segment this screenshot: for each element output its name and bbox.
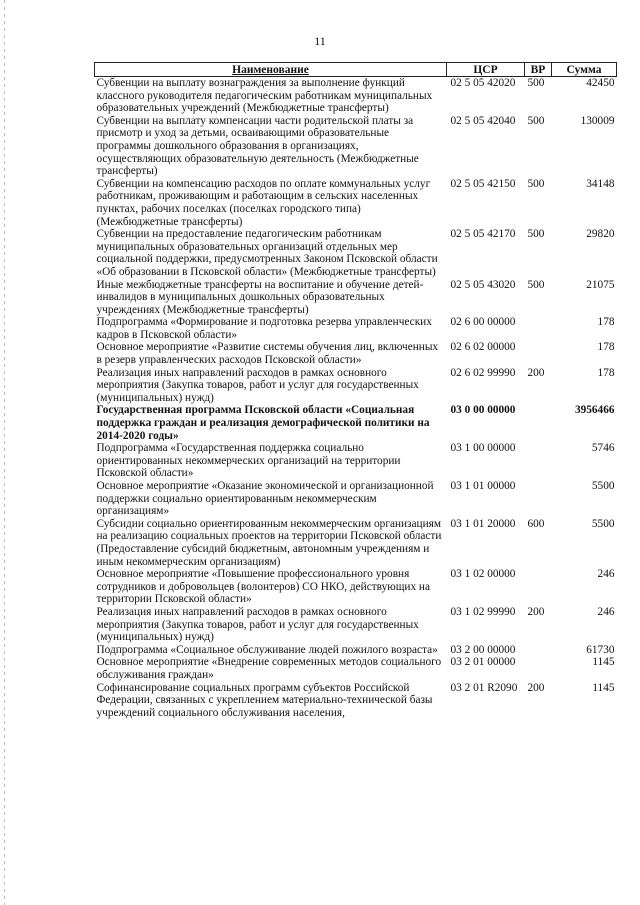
row-vr	[525, 656, 552, 681]
row-vr	[525, 568, 552, 606]
row-name: Субвенции на выплату вознаграждения за выполнение функций классного руководителя педагогическим работникам муниципальных образовательных учреждений (Межбюджетные трансферты)	[96, 77, 433, 115]
header-csr: ЦСР	[447, 63, 525, 77]
row-csr: 03 0 00 00000	[450, 404, 516, 417]
row-csr: 03 1 02 99990	[450, 605, 516, 618]
row-sum: 5500	[591, 517, 615, 530]
row-sum: 1145	[592, 656, 615, 669]
row-sum: 1145	[592, 681, 615, 694]
table-row	[95, 367, 617, 405]
header-sum: Сумма	[552, 63, 617, 77]
row-name: Иные межбюджетные трансферты на воспитание и обучение детей-инвалидов в муниципальных дошкольных образовательных учреждениях (Межбюджетные трансферты)	[96, 278, 424, 316]
table-row	[95, 77, 617, 115]
table-row	[95, 644, 617, 657]
table-row	[95, 682, 617, 720]
table-row	[95, 115, 617, 178]
row-csr: 03 2 00 00000	[450, 643, 516, 656]
row-vr: 500	[527, 114, 545, 127]
row-sum: 246	[597, 605, 615, 618]
table-row	[95, 228, 617, 278]
row-vr	[525, 480, 552, 518]
row-name: Подпрограмма «Формирование и подготовка резерва управленческих кадров в Псковской области»	[96, 316, 432, 341]
row-name: Реализация иных направлений расходов в рамках основного мероприятия (Закупка товаров, работ и услуг для государственных (муниципальных) нужд)	[96, 605, 419, 644]
header-vr: ВР	[525, 63, 552, 77]
row-sum: 246	[597, 568, 615, 581]
table-row	[95, 606, 617, 644]
row-sum: 178	[597, 341, 615, 354]
page-number: 11	[314, 34, 326, 48]
row-vr: 500	[527, 228, 545, 241]
table-row	[95, 518, 617, 568]
row-name: Подпрограмма «Государственная поддержка социально ориентированных некоммерческих организаций на территории Псковской области»	[96, 442, 401, 480]
table-row	[95, 442, 617, 480]
row-sum: 61730	[586, 643, 615, 656]
row-name: Основное мероприятие «Развитие системы обучения лиц, включенных в резерв управленческих расходов Псковской области»	[96, 341, 439, 367]
row-vr: 600	[527, 517, 545, 530]
row-name: Основное мероприятие «Повышение профессионального уровня сотрудников и добровольцев (волонтеров) СО НКО, действующих на территории Псковской области»	[96, 568, 430, 606]
table-row	[95, 279, 617, 317]
row-name: Субвенции на компенсацию расходов по оплате коммунальных услуг работникам, проживающим и работающим в сельских населенных пунктах, рабочих поселках (поселках городского типа) (Межбюджетные трансферты)	[96, 177, 431, 228]
row-sum: 5500	[591, 480, 615, 492]
table-row	[95, 656, 617, 681]
row-name: Реализация иных направлений расходов в рамках основного мероприятия (Закупка товаров, работ и услуг для государственных (муниципальных) нужд)	[96, 366, 419, 404]
scan-edge	[4, 0, 5, 905]
table-row	[95, 404, 617, 442]
row-csr: 03 1 01 20000	[450, 517, 516, 530]
row-sum: 34148	[586, 177, 615, 190]
row-vr	[525, 442, 552, 480]
row-csr: 03 2 01 R2090	[450, 681, 518, 694]
row-sum: 130009	[580, 114, 615, 127]
table-row	[95, 568, 617, 606]
budget-table	[94, 62, 617, 719]
table-header-row	[95, 63, 617, 77]
row-csr: 02 5 05 42150	[450, 177, 516, 190]
row-vr: 500	[527, 278, 545, 291]
row-name: Субсидии социально ориентированным некоммерческим организациям на реализацию социальных проектов на территории Псковской области (Предоставление субсидий бюджетным, автономным учреждениям и иным некоммерческим организациям)	[96, 517, 442, 568]
row-name: Основное мероприятие «Внедрение современных методов социального обслуживания граждан»	[96, 656, 442, 681]
row-sum: 5746	[591, 442, 615, 455]
row-sum: 178	[597, 366, 615, 379]
row-sum: 3956466	[574, 404, 615, 417]
row-vr	[525, 644, 552, 657]
row-vr	[525, 316, 552, 341]
row-vr	[525, 341, 552, 366]
row-vr: 200	[527, 366, 545, 379]
row-csr: 02 5 05 42040	[450, 114, 516, 127]
table-row	[95, 178, 617, 228]
row-name: Субвенции на выплату компенсации части родительской платы за присмотр и уход за детьми, осваивающими образовательные программы дошкольного образования в организациях, осуществляющих образовательную деятельность (Межбюджетные трансферты)	[96, 114, 419, 178]
row-csr: 02 5 05 42020	[450, 77, 516, 89]
row-sum: 42450	[586, 77, 615, 89]
row-sum: 29820	[586, 228, 615, 241]
row-vr: 200	[527, 681, 545, 694]
row-csr: 02 6 02 99990	[450, 366, 516, 379]
row-csr: 03 1 00 00000	[450, 442, 516, 455]
row-csr: 02 5 05 42170	[450, 228, 516, 241]
row-csr: 03 1 01 00000	[450, 480, 516, 492]
row-name: Софинансирование социальных программ субъектов Российской Федерации, связанных с укреплением материально-технической базы учреждений социального обслуживания населения,	[96, 681, 433, 719]
row-vr: 500	[527, 77, 545, 89]
table-row	[95, 341, 617, 366]
row-sum: 21075	[586, 278, 615, 291]
row-vr: 200	[527, 605, 545, 618]
table-row	[95, 480, 617, 518]
row-csr: 02 6 00 00000	[450, 316, 516, 329]
header-name: Наименование	[95, 63, 447, 77]
table-row	[95, 316, 617, 341]
row-vr	[525, 404, 552, 442]
row-name: Субвенции на предоставление педагогическим работникам муниципальных образовательных организаций отдельных мер социальной поддержки, предусмотренных Законом Псковской области «Об образовании в Псковской области» (Межбюджетные трансферты)	[96, 228, 438, 278]
row-csr: 02 5 05 43020	[450, 278, 516, 291]
row-sum: 178	[597, 316, 615, 329]
row-name: Подпрограмма «Социальное обслуживание людей пожилого возраста»	[96, 643, 438, 656]
row-name: Государственная программа Псковской области «Социальная поддержка граждан и реализация демографической политики на 2014-2020 годы»	[96, 404, 430, 442]
row-csr: 02 6 02 00000	[450, 341, 516, 354]
row-name: Основное мероприятие «Оказание экономической и организационной поддержки социально ориентированным некоммерческим организациям»	[96, 480, 434, 518]
row-vr: 500	[527, 177, 545, 190]
row-csr: 03 2 01 00000	[450, 656, 516, 669]
row-csr: 03 1 02 00000	[450, 568, 516, 581]
